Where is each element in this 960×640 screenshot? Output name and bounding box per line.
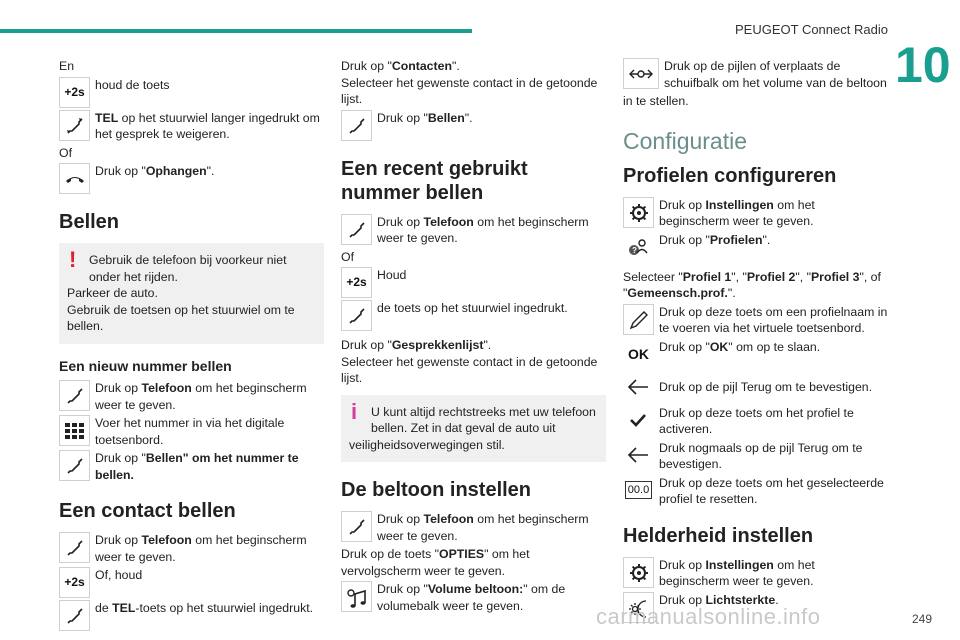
- text-options: Druk op de toets "OPTIES" om het vervolgscherm weer te geven.: [341, 547, 530, 578]
- phone-icon: [59, 600, 90, 631]
- section-title-new-number: Een nieuw nummer bellen: [59, 357, 232, 374]
- info-icon: i: [351, 398, 358, 424]
- step-text: Druk op Telefoon om het beginscherm weer te geven.: [95, 533, 307, 564]
- step-text: Voer het nummer in via het digitale toetsenbord.: [95, 416, 285, 447]
- step-row: [623, 197, 888, 230]
- step-row: [59, 415, 324, 448]
- step-row: [341, 300, 606, 331]
- step-row: [623, 304, 888, 337]
- phone-icon: [59, 532, 90, 563]
- step-row: [341, 581, 606, 614]
- step-row: [59, 450, 324, 483]
- step-row: [341, 267, 606, 298]
- plus-2s-icon: +2s: [341, 267, 372, 298]
- step-text: Druk op "Ophangen".: [95, 164, 215, 178]
- step-row: [59, 110, 324, 143]
- step-text: Druk op de pijlen of verplaats de schuifbalk om het volume van de beltoon: [664, 59, 887, 90]
- step-text: Druk op "Volume beltoon:" om de volumebalk weer te geven.: [377, 582, 566, 613]
- section-title-recent: Een recent gebruikt nummer bellen: [341, 157, 528, 204]
- watermark: carmanualsonline.info: [596, 604, 821, 629]
- text-contacten: Druk op "Contacten".: [341, 59, 460, 73]
- plus-2s-icon: +2s: [59, 567, 90, 598]
- phone-icon: [341, 511, 372, 542]
- step-text: Druk op Telefoon om het beginscherm weer te geven.: [377, 214, 589, 245]
- step-text: Druk op Lichtsterkte.: [659, 592, 779, 607]
- step-row: [623, 372, 888, 403]
- section-title-ringtone: De beltoon instellen: [341, 479, 532, 501]
- step-text: Druk op deze toets om een profielnaam in te voeren via het virtuele toetsenbord.: [659, 304, 888, 335]
- column-3: [623, 58, 888, 625]
- checkmark-icon: [623, 405, 654, 436]
- ok-icon: OK: [628, 345, 649, 362]
- step-row: [341, 511, 606, 544]
- step-text: Druk op "Bellen" om het nummer te bellen.: [95, 451, 299, 482]
- step-row: [59, 380, 324, 413]
- step-row: [59, 532, 324, 565]
- phone-icon: [59, 380, 90, 411]
- text-arrows-cont: in te stellen.: [623, 94, 689, 108]
- step-row: [59, 77, 324, 108]
- step-row: [341, 214, 606, 247]
- step-text: Druk op "Profielen".: [659, 232, 771, 247]
- step-text: Druk op Telefoon om het beginscherm weer te geven.: [377, 512, 589, 543]
- slider-arrows-icon: [623, 58, 659, 89]
- step-row: [623, 339, 888, 370]
- phone-icon: [59, 450, 90, 481]
- step-text: Druk op "Bellen".: [377, 110, 473, 125]
- step-text: Druk op Instellingen om het beginscherm weer te geven.: [659, 197, 815, 228]
- step-row: [623, 557, 888, 590]
- step-text: Druk op de pijl Terug om te bevestigen.: [659, 379, 873, 394]
- reset-icon: 00.0: [623, 475, 654, 506]
- step-row: [59, 567, 324, 598]
- section-title-brightness: Helderheid instellen: [623, 524, 814, 547]
- step-text: houd de toets: [95, 77, 170, 92]
- section-title-config: Configuratie: [623, 127, 748, 154]
- text-gesprekkenlijst: Druk op "Gesprekkenlijst".: [341, 338, 492, 352]
- text-of: Of: [59, 145, 72, 160]
- step-text: Druk op deze toets om het profiel te activeren.: [659, 405, 854, 436]
- svg-text:?: ?: [632, 245, 637, 255]
- text-en: En: [59, 59, 75, 73]
- page-header-title: PEUGEOT Connect Radio: [735, 22, 888, 37]
- step-row: [623, 232, 888, 263]
- step-text: de toets op het stuurwiel ingedrukt.: [377, 301, 568, 315]
- warning-icon: !: [69, 247, 77, 272]
- step-text: Druk op Instellingen om het beginscherm weer te geven.: [659, 557, 815, 588]
- step-row: [623, 405, 888, 438]
- section-title-contact: Een contact bellen: [59, 500, 236, 522]
- info-note: i U kunt altijd rechtstreeks met uw telefoon bellen. Zet in dat geval de auto uit veiligheidsoverwegingen stil.: [341, 395, 606, 463]
- step-row: [341, 110, 606, 141]
- step-text: TEL op het stuurwiel langer ingedrukt om het gesprek te weigeren.: [95, 110, 320, 141]
- phone-icon: [341, 110, 372, 141]
- step-text: de TEL-toets op het stuurwiel ingedrukt.: [95, 601, 314, 615]
- step-row: [623, 475, 888, 508]
- ringtone-volume-icon: [341, 581, 372, 612]
- text-of: Of: [341, 249, 354, 264]
- back-arrow-icon: [623, 440, 654, 471]
- section-title-bellen: Bellen: [59, 211, 120, 233]
- step-text: Of, houd: [95, 568, 143, 582]
- step-text: Druk op deze toets om het geselecteerde profiel te resetten.: [659, 475, 884, 506]
- plus-2s-icon: +2s: [59, 77, 90, 108]
- step-row: [623, 58, 888, 91]
- step-text: Druk op "OK" om op te slaan.: [659, 339, 821, 354]
- section-title-profiles: Profielen configureren: [623, 164, 837, 187]
- step-row: [59, 163, 324, 194]
- step-text: Houd: [377, 268, 407, 282]
- keypad-icon: [59, 415, 90, 446]
- profiles-icon: [623, 232, 654, 263]
- text-select-contact: Selecteer het gewenste contact in de getoonde lijst.: [341, 75, 598, 106]
- step-row: [623, 440, 888, 473]
- page-number: 249: [912, 612, 933, 626]
- text-select-contact: Selecteer het gewenste contact in de getoonde lijst.: [341, 354, 598, 385]
- warning-note: ! Gebruik de telefoon bij voorkeur niet onder het rijden. Parkeer de auto. Gebruik de toetsen op het stuurwiel om te bellen.: [59, 243, 324, 344]
- column-1: [59, 58, 324, 633]
- back-arrow-icon: [623, 372, 654, 403]
- step-text: Druk op Telefoon om het beginscherm weer te geven.: [95, 381, 307, 412]
- hangup-icon: [59, 163, 90, 194]
- column-2: [341, 58, 606, 616]
- chapter-number: 10: [895, 37, 951, 93]
- settings-gear-icon: [623, 557, 654, 588]
- settings-gear-icon: [623, 197, 654, 228]
- phone-icon: [341, 300, 372, 331]
- header-accent-bar: [0, 29, 472, 33]
- edit-pencil-icon: [623, 304, 654, 335]
- text-select-profile: Selecteer "Profiel 1", "Profiel 2", "Profiel 3", of "Gemeensch.prof.".: [623, 269, 881, 300]
- step-row: [59, 600, 324, 631]
- phone-icon: [59, 110, 90, 141]
- step-text: Druk nogmaals op de pijl Terug om te bevestigen.: [659, 440, 863, 471]
- phone-icon: [341, 214, 372, 245]
